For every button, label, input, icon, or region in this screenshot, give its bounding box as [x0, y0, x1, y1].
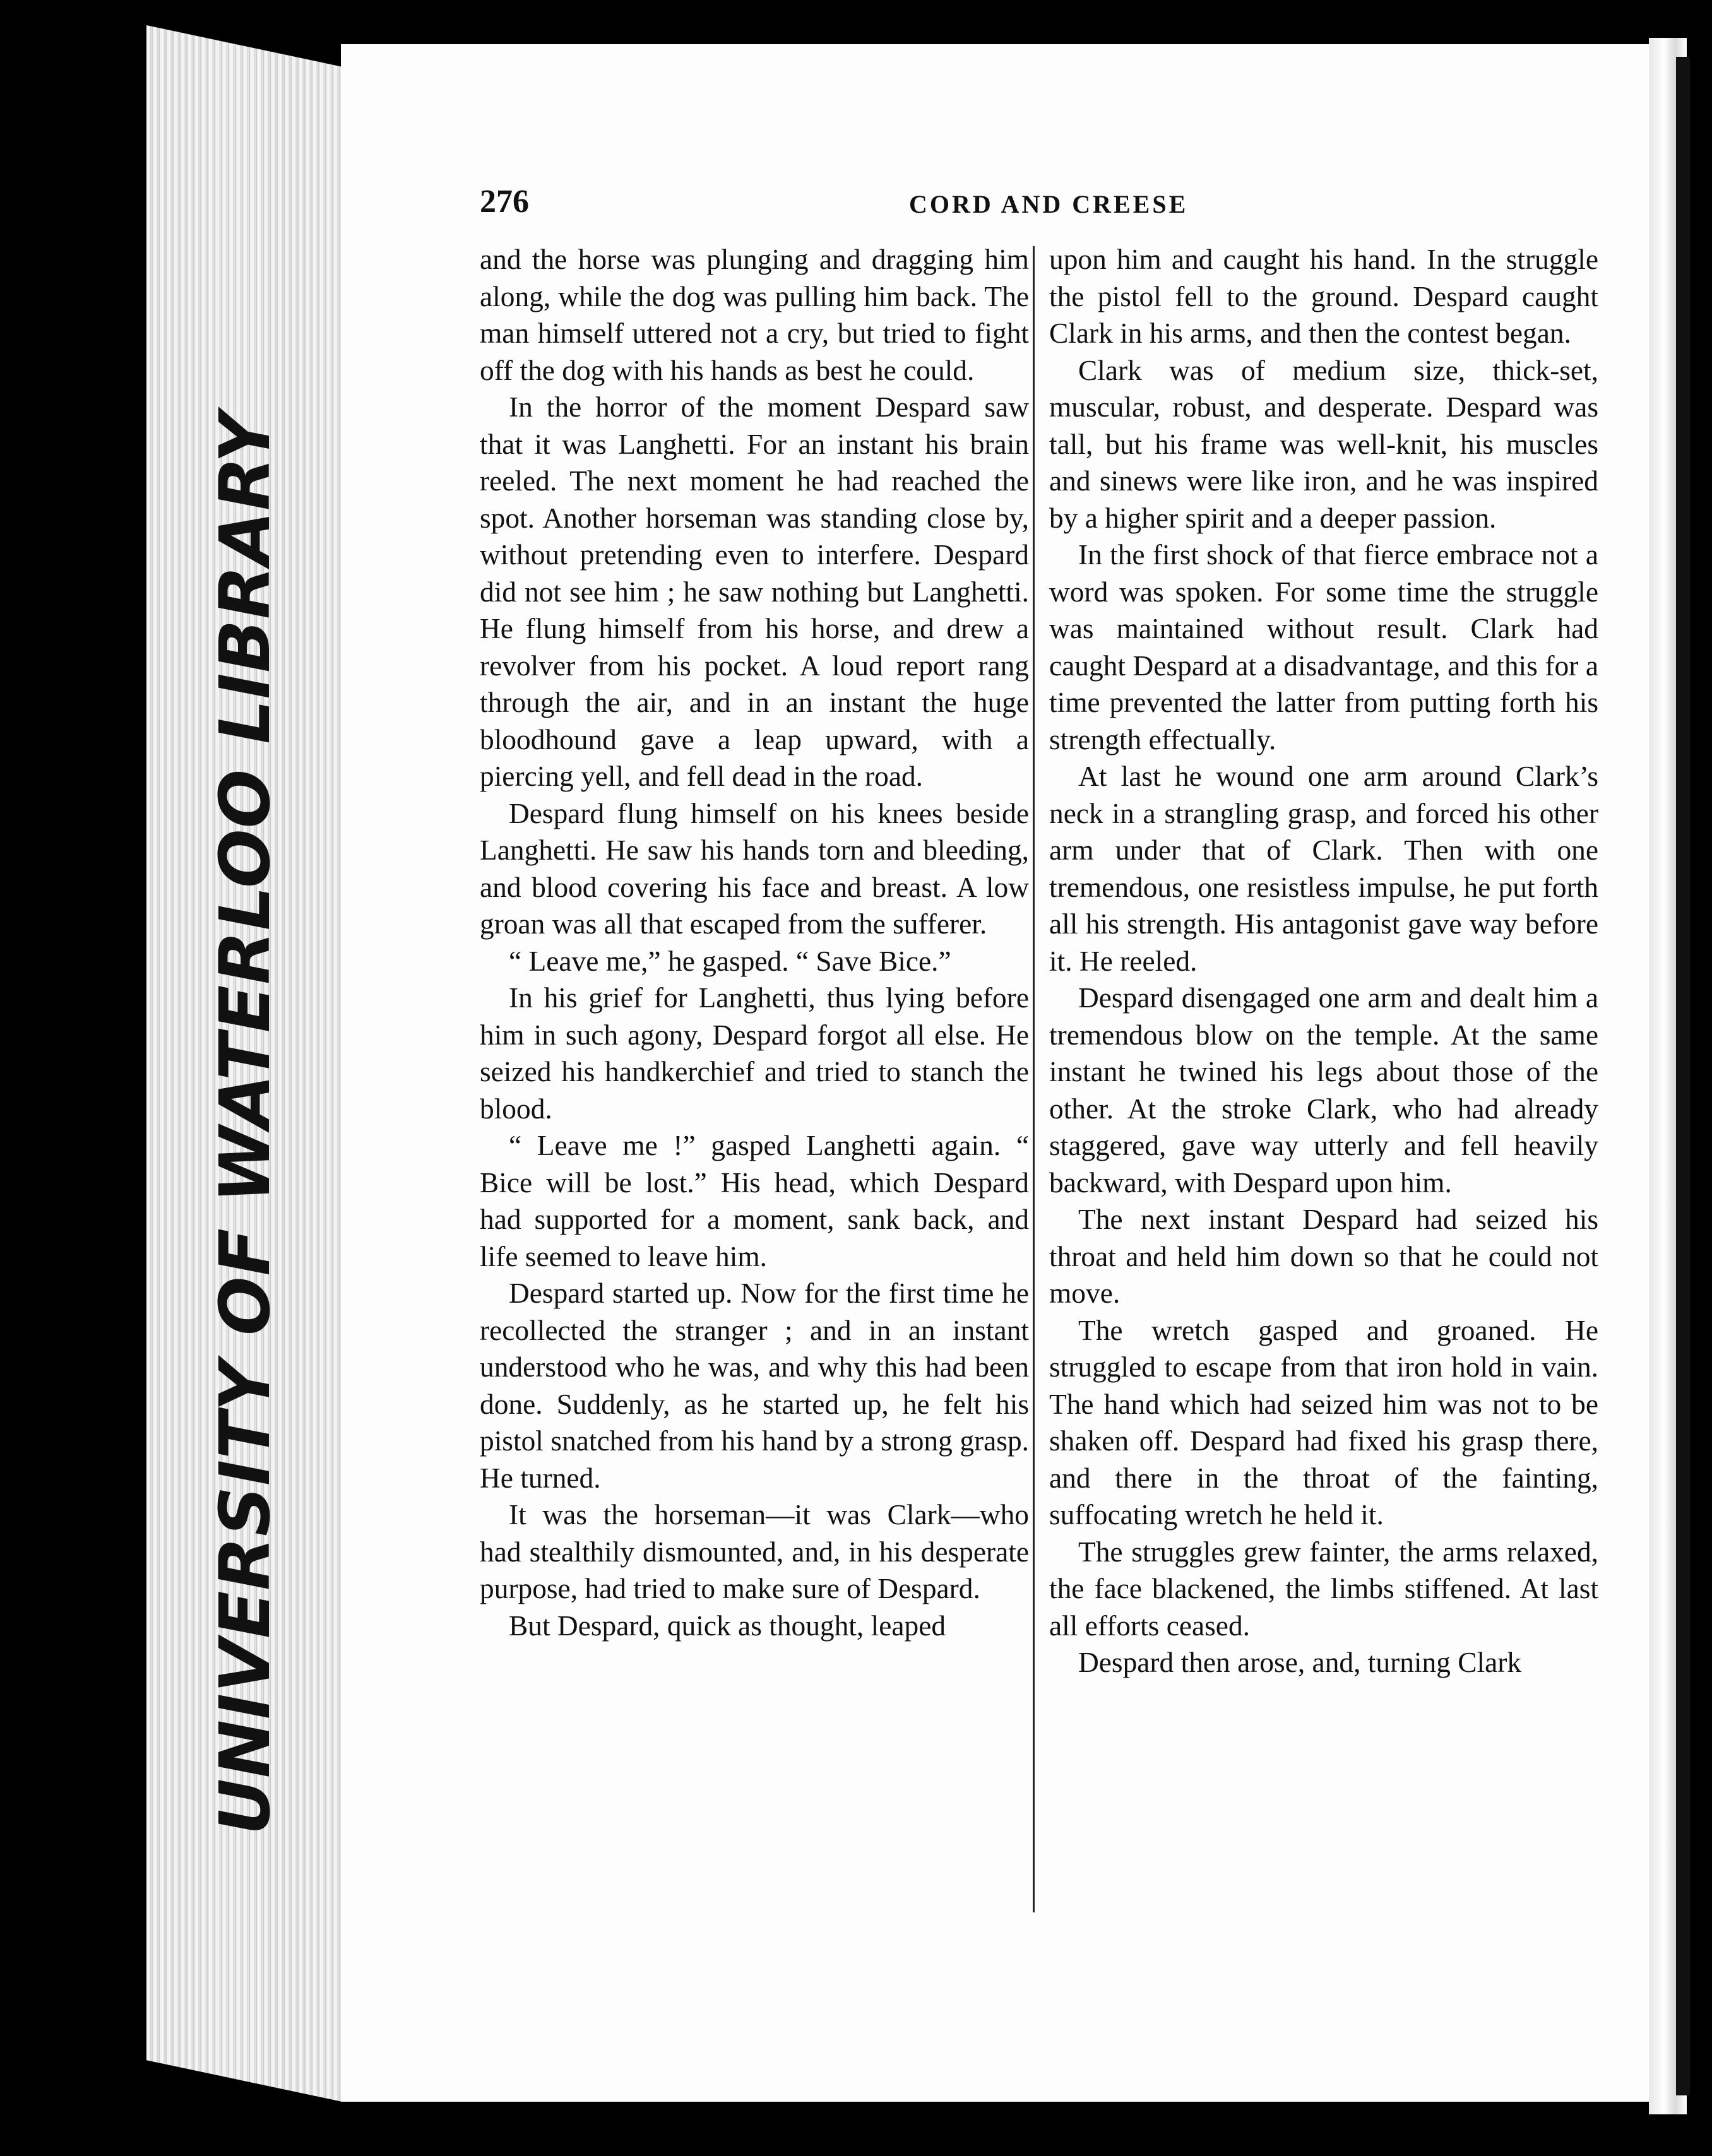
paragraph: Despard started up. Now for the first time he recollected the stranger ; and in an instant understood who he was, and why this had been done. Suddenly, as he started up, he felt his pistol snatched from his hand by a strong grasp. He turned.: [480, 1277, 1029, 1494]
paragraph: At last he wound one arm around Clark’s neck in a strangling grasp, and forced his other arm under that of Clark. Then with one tremendous, one resistless impulse, he put forth all his strength. His antagonist gave way before it. He reeled.: [1049, 761, 1598, 977]
paragraph: upon him and caught his hand. In the struggle the pistol fell to the ground. Despard caught Clark in his arms, and then the contest began.: [1049, 244, 1598, 349]
running-title: CORD AND CREESE: [909, 190, 1189, 218]
page-number: 276: [480, 184, 529, 220]
paragraph: It was the horseman—it was Clark—who had stealthily dismounted, and, in his desperate purpose, had tried to make sure of Despard.: [480, 1499, 1029, 1604]
right-text-column: [1049, 241, 1598, 1681]
paragraph: Despard disengaged one arm and dealt him a tremendous blow on the temple. At the same instant he twined his legs about those of the other. At the stroke Clark, who had already staggered, gave way utterly and fell heavily backward, with Despard upon him.: [1049, 982, 1598, 1199]
paragraph: Despard flung himself on his knees beside Langhetti. He saw his hands torn and bleeding, and blood covering his face and breast. A low groan was all that escaped from the sufferer.: [480, 797, 1029, 940]
paragraph: But Despard, quick as thought, leaped: [509, 1609, 946, 1642]
paragraph: The wretch gasped and groaned. He struggled to escape from that iron hold in vain. The hand which had seized him was not to be shaken off. Despard had fixed his grasp there, and there in the throat of the fainting, suffocating wretch he held it.: [1049, 1314, 1598, 1531]
paragraph: In his grief for Langhetti, thus lying before him in such agony, Despard forgot all else. He seized his handkerchief and tried to stanch the blood.: [480, 982, 1029, 1125]
paragraph: The struggles grew fainter, the arms relaxed, the face blackened, the limbs stiffened. At last all efforts ceased.: [1049, 1536, 1598, 1642]
paragraph: Despard then arose, and, turning Clark: [1078, 1647, 1522, 1678]
paragraph: In the first shock of that fierce embrace not a word was spoken. For some time the struggle was maintained without result. Clark had caught Despard at a disadvantage, and this for a time prevented the latter from putting forth his strength effectually.: [1049, 539, 1598, 755]
left-text-column: [480, 241, 1029, 1644]
paragraph: Clark was of medium size, thick-set, muscular, robust, and desperate. Despard was tall, but his frame was well-knit, his muscles and sinews were like iron, and he was inspired by a higher spirit and a deeper passion.: [1049, 354, 1598, 534]
paragraph: In the horror of the moment Despard saw that it was Langhetti. For an instant his brain reeled. The next moment he had reached the spot. Another horseman was standing close by, without pretending even to interfere. Despard did not see him ; he saw nothing but Langhetti. He flung himself from his horse, and drew a revolver from his pocket. A loud report rang through the air, and in an instant the huge bloodhound gave a leap upward, with a piercing yell, and fell dead in the road.: [480, 391, 1029, 792]
library-stamp: UNIVERSITY OF WATERLOO LIBRARY: [205, 412, 285, 1835]
paragraph: “ Leave me,” he gasped. “ Save Bice.”: [509, 945, 951, 977]
paragraph: “ Leave me !” gasped Langhetti again. “ Bice will be lost.” His head, which Despard had supported for a moment, sank back, and life seemed to leave him.: [480, 1130, 1029, 1272]
paragraph: and the horse was plunging and dragging him along, while the dog was pulling him back. The man himself uttered not a cry, but tried to fight off the dog with his hands as best he could.: [480, 244, 1029, 386]
column-divider: [1033, 246, 1035, 1912]
paragraph: The next instant Despard had seized his throat and held him down so that he could not move.: [1049, 1204, 1598, 1309]
page-header: [480, 183, 1603, 227]
right-binding-shadow: [1676, 57, 1690, 2095]
